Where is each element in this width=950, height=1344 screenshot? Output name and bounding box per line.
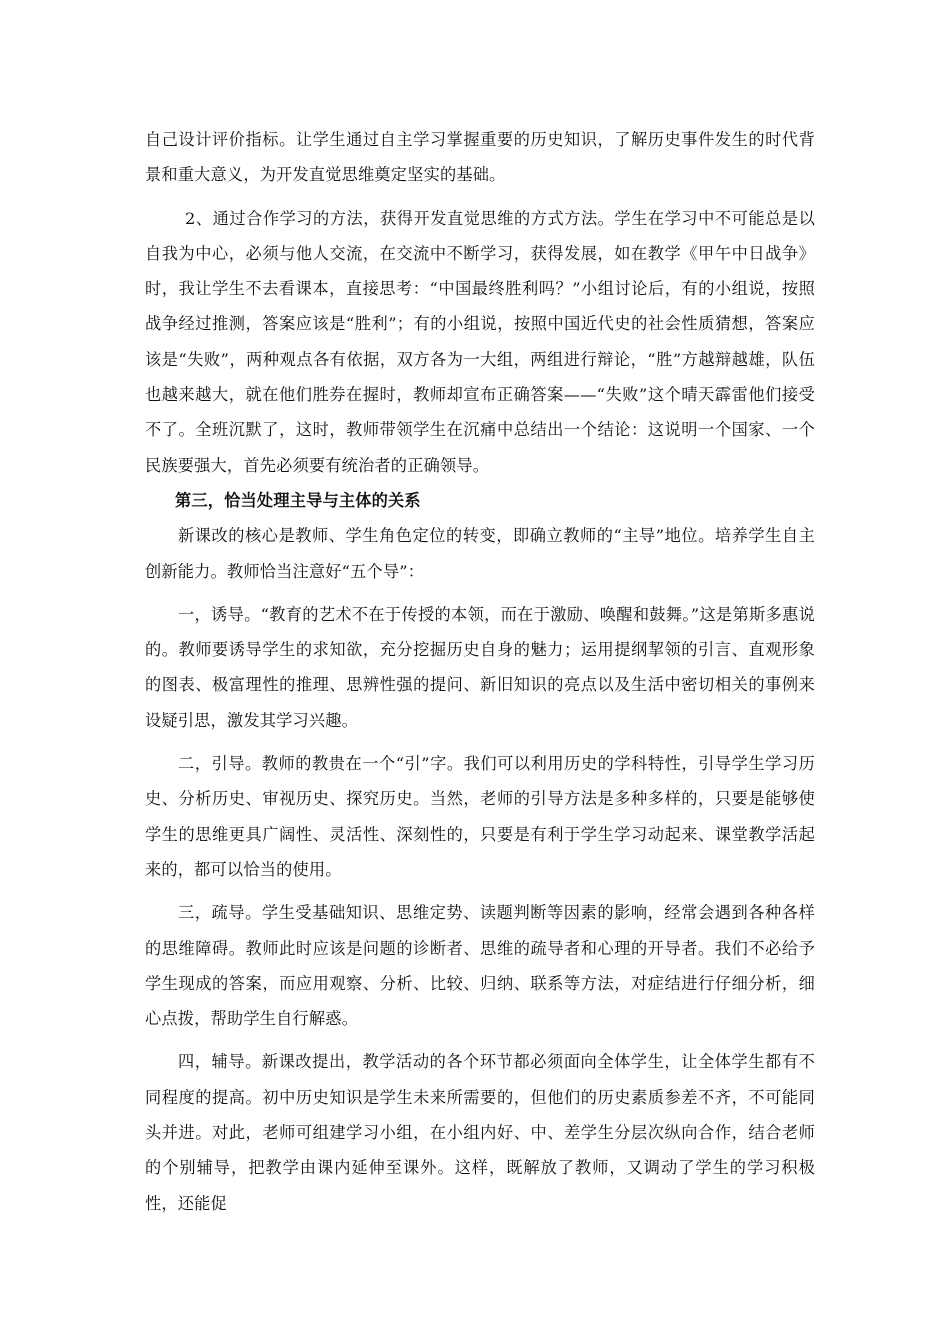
paragraph-guidance: 二，引导。教师的教贵在一个“引”字。我们可以利用历史的学科特性，引导学生学习历史、分析历史、审视历史、探究历史。当然，老师的引导方法是多种多样的，只要是能够使学生的思维更具广阔性、灵活性、深刻性的，只要是有利于学生学习动起来、课堂教学活起来的，都可以恰当的使用。 — [145, 754, 815, 879]
paragraph-new-curriculum-core: 新课改的核心是教师、学生角色定位的转变，即确立教师的“主导”地位。培养学生自主创新能力。教师恰当注意好“五个导”： — [145, 526, 815, 581]
paragraph-self-study-conclusion: 自己设计评价指标。让学生通过自主学习掌握重要的历史知识，了解历史事件发生的时代背景和重大意义，为开发直觉思维奠定坚实的基础。 — [145, 130, 815, 185]
paragraph-inducement: 一，诱导。“教育的艺术不在于传授的本领，而在于激励、唤醒和鼓舞。”这是第斯多惠说的。教师要诱导学生的求知欲，充分挖掘历史自身的魅力；运用提纲挈领的引言、直观形象的图表、极富理性的推理、思辨性强的提问、新旧知识的亮点以及生活中密切相关的事例来设疑引思，激发其学习兴趣。 — [145, 604, 815, 730]
paragraph-cooperative-learning: 2、通过合作学习的方法，获得开发直觉思维的方式方法。学生在学习中不可能总是以自我为中心，必须与他人交流，在交流中不断学习，获得发展，如在教学《甲午中日战争》时，我让学生不去看课本，直接思考：“中国最终胜利吗？”小组讨论后，有的小组说，按照战争经过推测，答案应该是“胜利”；有的小组说，按照中国近代史的社会性质猜想，答案应该是“失败”，两种观点各有依据，双方各为一大组，两组进行辩论，“胜”方越辩越雄，队伍也越来越大，就在他们胜券在握时，教师却宣布正确答案——“失败”这个晴天霹雷他们接受不了。全班沉默了，这时，教师带领学生在沉痛中总结出一个结论：这说明一个国家、一个民族要强大，首先必须要有统治者的正确领导。 — [145, 208, 815, 475]
paragraph-tutoring: 四，辅导。新课改提出，教学活动的各个环节都必须面向全体学生，让全体学生都有不同程度的提高。初中历史知识是学生未来所需要的，但他们的历史素质参差不齐，不可能同头并进。对此，老师可组建学习小组，在小组内好、中、差学生分层次纵向合作，结合老师的个别辅导，把教学由课内延伸至课外。这样，既解放了教师，又调动了学生的学习积极性，还能促 — [145, 1052, 815, 1213]
document-page — [145, 122, 815, 1221]
paragraph-dredging: 三，疏导。学生受基础知识、思维定势、读题判断等因素的影响，经常会遇到各种各样的思维障碍。教师此时应该是问题的诊断者、思维的疏导者和心理的开导者。我们不必给予学生现成的答案，而应用观察、分析、比较、归纳、联系等方法，对症结进行仔细分析，细心点拨，帮助学生自行解惑。 — [145, 903, 815, 1029]
section-heading-third: 第三，恰当处理主导与主体的关系 — [175, 490, 421, 510]
